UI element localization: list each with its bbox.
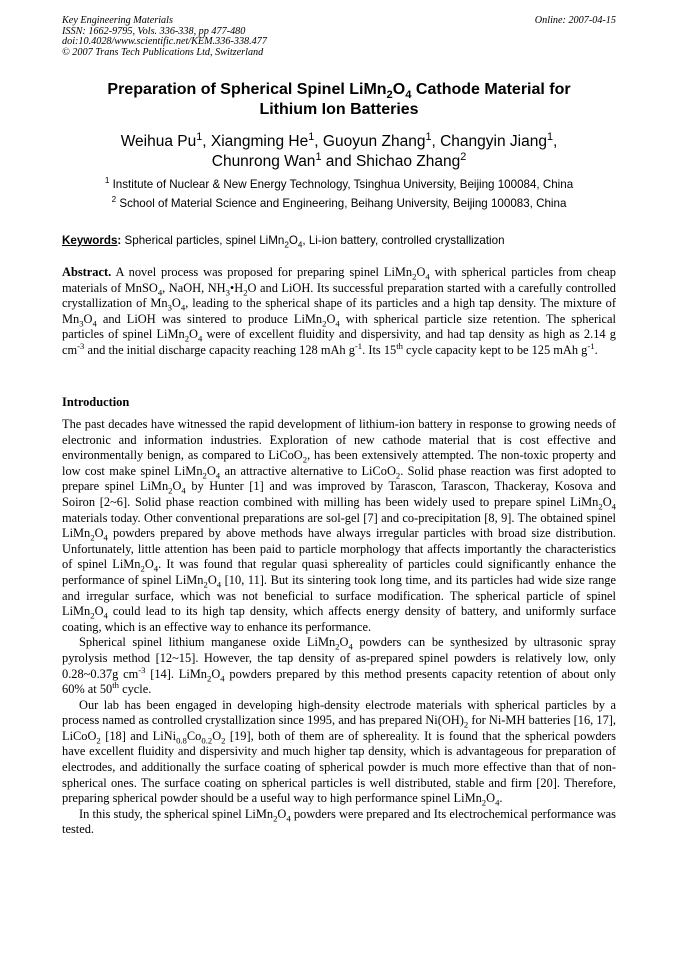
intro-paragraph-1: The past decades have witnessed the rapid development of lithium-ion battery in response to growing needs of electronic and information industries. Exploration of new cathode material that is cost effective and environmentally benign, as compared to LiCoO$_2$, has been extensively attempted. The non-toxic property and low cost make spinel $LiMn_2O_4$ an attractive alternative to LiCoO$_2$. Solid phase reaction was first adopted to prepare spinel $LiMn_2O_4$ by Hunter [1] and was improved by Tarascon, Tarascon, Thackeray, Kosova and Soiron [2~6]. Solid phase reaction combined with milling has been widely used to prepare spinel $LiMn_2O_4$ materials today. Other conventional preparations are sol-gel [7] and co-precipitation [8, 9]. The obtained spinel $LiMn_2O_4$ powders prepared by above methods have always irregular particles with broad size distribution. Unfortunately, little attention has been paid to particle morphology that affects importantly the characteristics of spinel $LiMn_2O_4$. It was found that regular quasi sphereality of particles could significantly enhance the performance of spinel $LiMn_2O_4$ [10, 11]. But its sintering took long time, and its particles had wide size range and irregular surface, which was not beneficial to surface modification. The spherical particle of spinel $LiMn_2O_4$ could lead to its high tap density, which affects energy density of battery, and uniformly surface coating, which is an effective way to enhance its performance.	[62, 417, 616, 634]
section-heading-introduction: Introduction	[62, 395, 130, 409]
abstract: Abstract. A novel process was proposed for preparing spinel $LiMn_2O_4$ with spherical particles from cheap materials of MnSO$_4$, NaOH, $NH_3•H_2O$ and LiOH. Its successful preparation started with a carefully controlled crystallization of $Mn_3O_4$, leading to the spherical shape of its particles and a high tap density. The mixture of $Mn_3O_4$ and LiOH was sintered to produce $LiMn_2O_4$ with spherical particle size retention. The spherical particles of spinel $LiMn_2O_4$ were of excellent fluidity and dispersivity, and had tap density as high as 2.14 g $cm^{-3}$ and the initial discharge capacity reaching 128 mAh $g^{-1}$. Its 15th cycle capacity kept to be 125 mAh $g^{-1}$.	[62, 265, 617, 357]
doi-line: doi:10.4028/www.scientific.net/KEM.336-338.477	[62, 36, 267, 48]
intro-paragraph-2: Spherical spinel lithium manganese oxide $LiMn_2O_4$ powders can be synthesized by ultrasonic spray pyrolysis method [12~15]. However, the tap density of as-prepared spinel powders is relatively low, only 0.28~0.37g $cm^{-3}$ [14]. $LiMn_2O_4$ powders prepared by this method presents capacity retention of about only 60% at 50th cycle.	[62, 635, 616, 697]
intro-paragraph-3: Our lab has been engaged in developing high-density electrode materials with spherical particles by a process named as controlled crystallization since 1995, and has prepared $Ni(OH)_2$ for Ni-MH batteries [16, 17], LiCoO$_2$ [18] and $LiNi_{0.8}Co_{0.2}O_2$ [19], both of them are of sphereality. It is found that the spherical powders have excellent fluidity and dispersivity and much higher tap density, which is advantageous for preparation of electrodes, and additionally the surface coating of spherical powder is much more effective than that of non-spherical ones. The surface coating on spherical particles is well distributed, stable and firm [20]. Therefore, preparing spherical powder should be a useful way to high performance spinel $LiMn_2O_4$.	[62, 697, 616, 808]
introduction-body	[62, 417, 616, 838]
online-date: Online: 2007-04-15	[534, 15, 616, 26]
author-list: Weihua Pu$^1$, Xiangming He$^1$, Guoyun Zhang$^1$, Changyin Jiang$^1$, Chunrong Wan$^1$ and Shichao Zhang$^2$	[120, 130, 558, 170]
copyright-line: © 2007 Trans Tech Publications Ltd, Switzerland	[62, 46, 264, 58]
keywords: Keywords: Spherical particles, spinel $LiMn_2O_4$, Li-ion battery, controlled crystallization	[62, 234, 505, 250]
paper-title: Preparation of Spherical Spinel $LiMn_2O_4$ Cathode Material for Lithium Ion Batteries	[107, 81, 571, 118]
affiliation-2: $^2$ School of Material Science and Engineering, Beihang University, Beijing 100083, China	[111, 195, 567, 210]
intro-paragraph-4: In this study, the spherical spinel $LiMn_2O_4$ powders were prepared and Its electrochemical performance was tested.	[62, 806, 616, 837]
journal-header	[62, 16, 616, 58]
issn-line: ISSN: 1662-9795, Vols. 336-338, pp 477-480	[62, 25, 246, 37]
journal-name: Key Engineering Materials	[62, 15, 173, 26]
affiliation-1: $^1$ Institute of Nuclear & New Energy Technology, Tsinghua University, Beijing 100084, China	[104, 176, 574, 191]
